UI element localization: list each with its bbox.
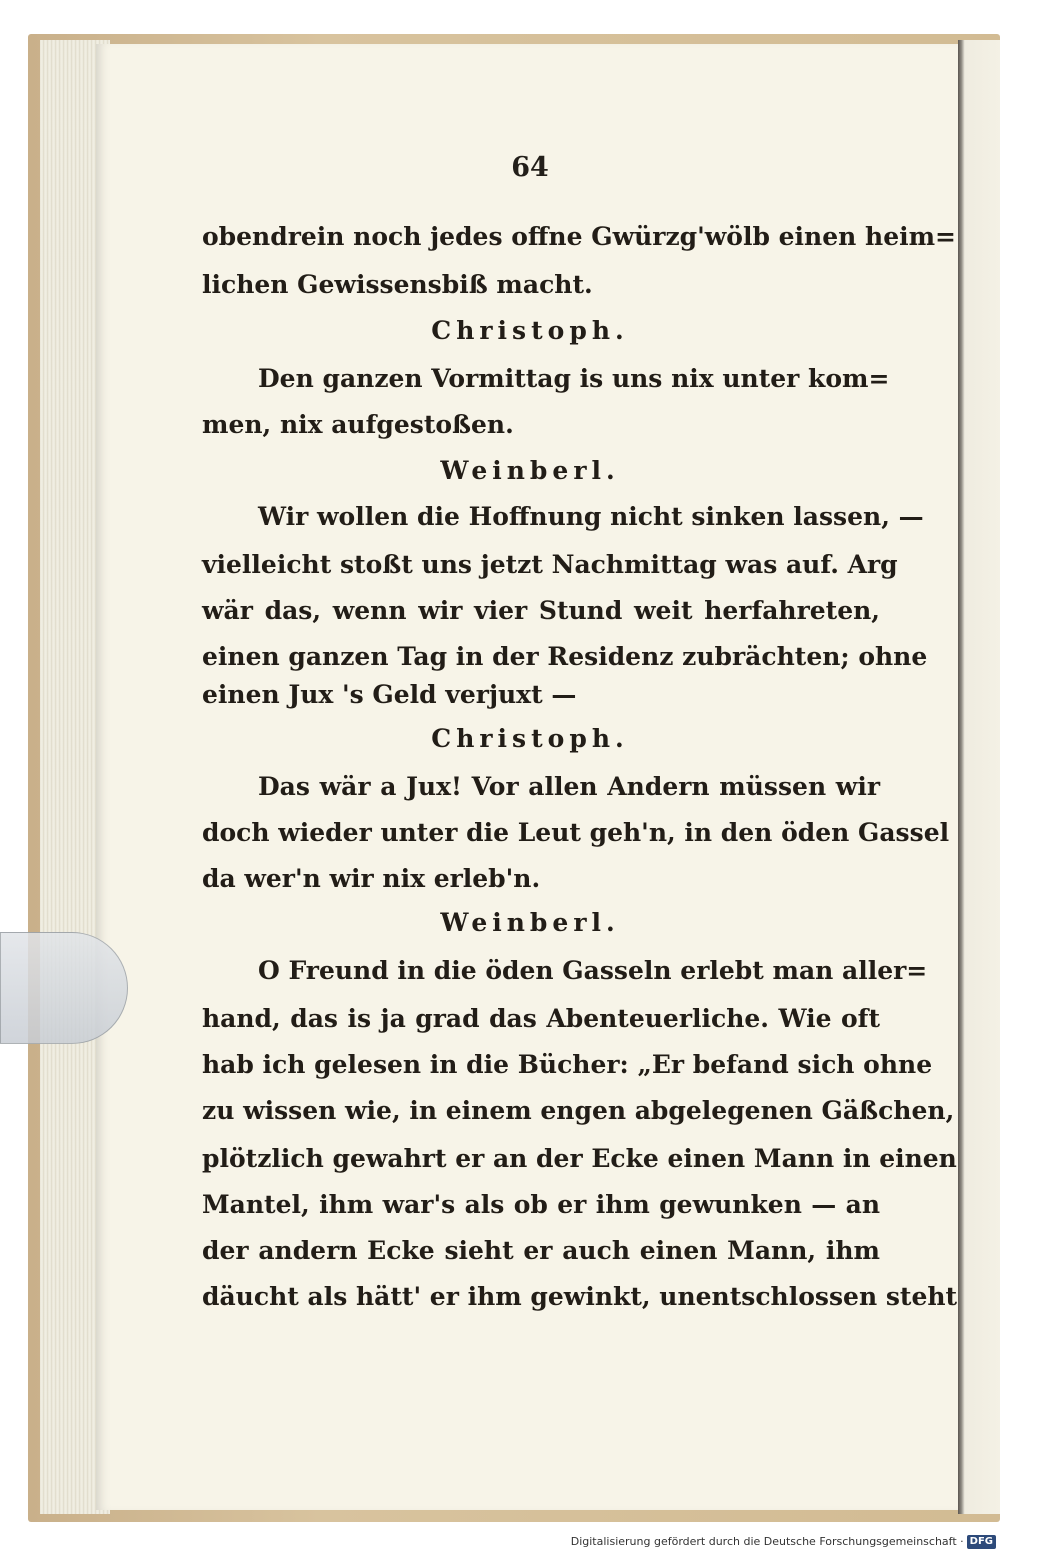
text-line: vielleicht stoßt uns jetzt Nachmittag was auf. Arg bbox=[202, 550, 898, 579]
text-line: obendrein noch jedes offne Gwürzg'wölb einen heim= bbox=[202, 222, 956, 251]
dfg-logo: DFG bbox=[967, 1535, 996, 1549]
text-line: wär das, wenn wir vier Stund weit herfahreten, bbox=[202, 596, 880, 625]
text-line: Mantel, ihm war's als ob er ihm gewunken — an bbox=[202, 1190, 880, 1219]
text-line: plötzlich gewahrt er an der Ecke einen Mann in einen bbox=[202, 1144, 957, 1173]
text-line: Wir wollen die Hoffnung nicht sinken lassen, — bbox=[258, 502, 924, 531]
text-line: einen ganzen Tag in der Residenz zubrächten; ohne bbox=[202, 642, 928, 671]
speaker-name: Weinberl. bbox=[440, 908, 620, 937]
speaker-name: Christoph. bbox=[431, 724, 629, 753]
text-line: hand, das is ja grad das Abenteuerliche. Wie oft bbox=[202, 1004, 880, 1033]
text-line: da wer'n wir nix erleb'n. bbox=[202, 864, 541, 893]
text-line: zu wissen wie, in einem engen abgelegenen Gäßchen, bbox=[202, 1096, 955, 1125]
text-line: Das wär a Jux! Vor allen Andern müssen wir bbox=[258, 772, 880, 801]
text-line: men, nix aufgestoßen. bbox=[202, 410, 514, 439]
speaker-name: Weinberl. bbox=[440, 456, 620, 485]
digitization-credit bbox=[571, 1534, 996, 1550]
facing-page-edge bbox=[958, 40, 1000, 1514]
page-number: 64 bbox=[511, 152, 549, 183]
text-line: hab ich gelesen in die Bücher: „Er befand sich ohne bbox=[202, 1050, 933, 1079]
text-line: däucht als hätt' er ihm gewinkt, unentschlossen steht bbox=[202, 1282, 958, 1311]
text-line: doch wieder unter die Leut geh'n, in den öden Gassel bbox=[202, 818, 950, 847]
text-line: Den ganzen Vormittag is uns nix unter kom= bbox=[258, 364, 890, 393]
text-line: der andern Ecke sieht er auch einen Mann, ihm bbox=[202, 1236, 880, 1265]
credit-text: Digitalisierung gefördert durch die Deutsche Forschungsgemeinschaft · bbox=[570, 1535, 964, 1548]
page-holder-clip bbox=[0, 932, 128, 1044]
text-line: lichen Gewissensbiß macht. bbox=[202, 270, 593, 299]
text-line: O Freund in die öden Gasseln erlebt man aller= bbox=[258, 956, 928, 985]
text-line: einen Jux 's Geld verjuxt — bbox=[202, 680, 577, 709]
speaker-name: Christoph. bbox=[431, 316, 629, 345]
